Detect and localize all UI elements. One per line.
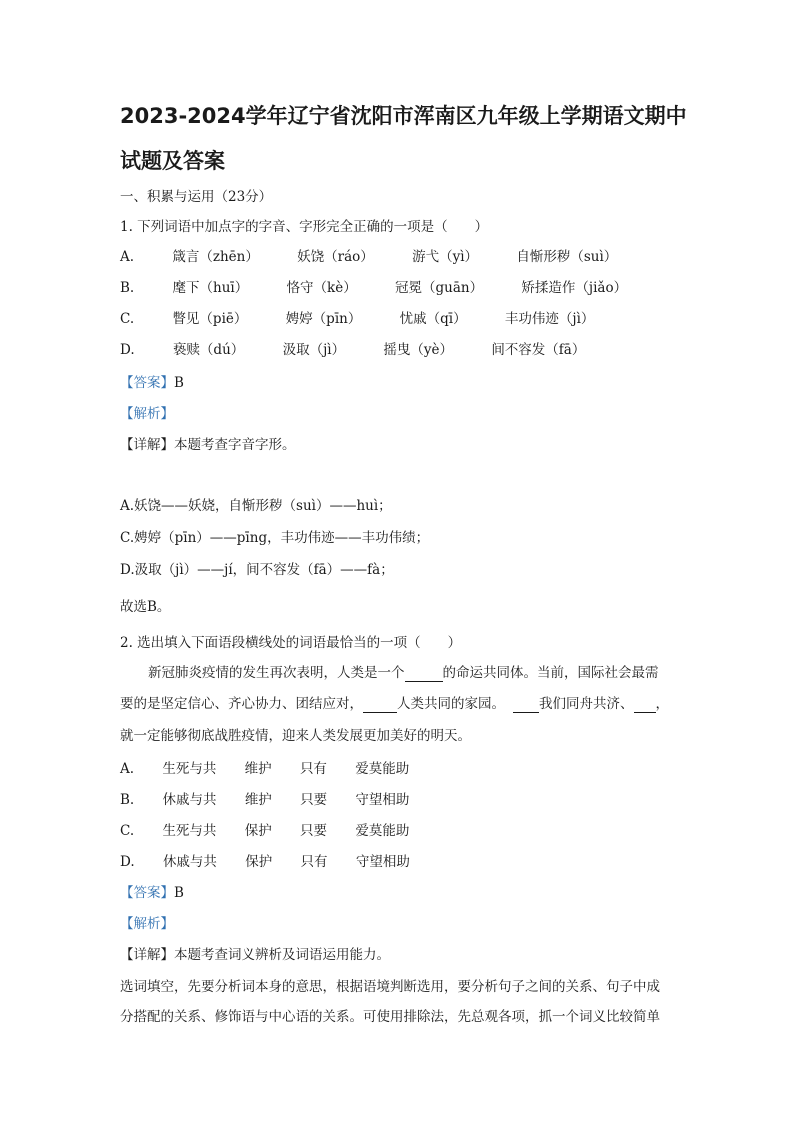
option-letter: B. <box>120 280 135 296</box>
q2-passage-line-1 <box>148 664 659 682</box>
answer-label: 【答案】 <box>120 885 174 901</box>
q2-option-d <box>120 853 434 871</box>
q1-analysis-label <box>120 405 174 423</box>
detail-label: 【详解】 <box>120 947 174 963</box>
q1-explanation-c: C.娉婷（pīn）——pīng，丰功伟迹——丰功伟绩； <box>120 530 430 546</box>
q2-detail <box>120 946 390 964</box>
fill-blank-3 <box>513 698 539 713</box>
q2-option-b <box>120 791 433 809</box>
q1-explanation-d: D.汲取（jì）——jí，间不容发（fā）——fà； <box>120 562 394 578</box>
answer-value: B <box>174 375 184 391</box>
option-item: 爱莫能助 <box>355 823 410 839</box>
answer-value: B <box>174 885 184 901</box>
q2-passage-line-2 <box>120 695 669 713</box>
option-letter: D. <box>120 854 135 870</box>
q1-option-c <box>120 310 594 328</box>
q2-option-c <box>120 822 433 840</box>
option-item: 麾下（huī） <box>172 280 249 296</box>
option-letter: C. <box>120 311 135 327</box>
option-item: 游弋（yì） <box>412 249 479 265</box>
q2-analysis-label <box>120 915 174 933</box>
option-item: 自惭形秽（suì） <box>516 249 618 265</box>
option-item: 冠冕（guān） <box>395 280 484 296</box>
q2-stem: 2. 选出填入下面语段横线处的词语最恰当的一项（ ） <box>120 635 462 651</box>
option-item: 休戚与共 <box>162 792 217 808</box>
fill-blank-1 <box>405 667 443 682</box>
q1-answer <box>120 374 184 392</box>
option-item: 间不容发（fā） <box>491 342 586 358</box>
option-item: 丰功伟迹（jì） <box>504 311 595 327</box>
option-item: 生死与共 <box>162 823 217 839</box>
option-item: 休戚与共 <box>162 854 217 870</box>
q2-paragraph-line-2: 分搭配的关系、修饰语与中心语的关系。可使用排除法，先总观各项，抓一个词义比较简单 <box>120 1009 660 1025</box>
option-letter: A. <box>120 761 135 777</box>
option-item: 保护 <box>245 854 273 870</box>
q1-detail <box>120 436 296 454</box>
option-item: 忧戚（qī） <box>399 311 467 327</box>
q1-option-a <box>120 248 617 266</box>
option-item: 守望相助 <box>355 792 410 808</box>
passage-text: ， <box>655 696 669 712</box>
fill-blank-4 <box>634 698 656 713</box>
option-item: 爱莫能助 <box>355 761 410 777</box>
answer-label: 【答案】 <box>120 375 174 391</box>
q2-passage-line-3: 就一定能够彻底战胜疫情，迎来人类发展更加美好的明天。 <box>120 728 471 744</box>
detail-text: 本题考查字音字形。 <box>174 437 296 453</box>
passage-text: 人类共同的家园。 <box>397 696 505 712</box>
q1-option-b <box>120 279 627 297</box>
fill-blank-2 <box>363 698 397 713</box>
option-letter: A. <box>120 249 135 265</box>
analysis-label: 【解析】 <box>120 916 174 932</box>
document-title-line-2: 试题及答案 <box>120 149 225 173</box>
option-item: 汲取（jì） <box>282 342 346 358</box>
option-item: 只有 <box>299 761 327 777</box>
detail-label: 【详解】 <box>120 437 174 453</box>
option-item: 维护 <box>244 792 272 808</box>
q1-option-d <box>120 341 585 359</box>
q1-explanation-a: A.妖饶——妖娆，自惭形秽（suì）——huì； <box>120 498 392 514</box>
option-item: 保护 <box>244 823 272 839</box>
q2-option-a <box>120 760 433 778</box>
option-item: 只有 <box>300 854 328 870</box>
option-item: 亵赎（dú） <box>172 342 245 358</box>
option-item: 矫揉造作（jiǎo） <box>521 280 628 296</box>
option-item: 只要 <box>300 792 328 808</box>
q1-stem: 1. 下列词语中加点字的字音、字形完全正确的一项是（ ） <box>120 219 489 235</box>
q2-paragraph-line-1: 选词填空，先要分析词本身的意思，根据语境判断选用，要分析句子之间的关系、句子中成 <box>120 979 660 995</box>
option-item: 守望相助 <box>355 854 410 870</box>
option-item: 娉婷（pīn） <box>285 311 362 327</box>
option-letter: D. <box>120 342 135 358</box>
passage-text: 的命运共同体。当前，国际社会最需 <box>442 665 659 681</box>
q2-answer <box>120 884 184 902</box>
section-heading: 一、积累与运用（23分） <box>120 189 273 205</box>
option-item: 只要 <box>300 823 328 839</box>
q1-conclusion: 故选B。 <box>120 599 171 615</box>
option-item: 生死与共 <box>162 761 217 777</box>
option-item: 箴言（zhēn） <box>172 249 259 265</box>
option-letter: C. <box>120 823 135 839</box>
option-item: 摇曳（yè） <box>383 342 454 358</box>
document-title-line-1: 2023-2024学年辽宁省沈阳市浑南区九年级上学期语文期中 <box>120 104 687 128</box>
analysis-label: 【解析】 <box>120 406 174 422</box>
option-item: 瞥见（piē） <box>172 311 248 327</box>
passage-text: 要的是坚定信心、齐心协力、团结应对， <box>120 696 363 712</box>
option-item: 恪守（kè） <box>286 280 357 296</box>
passage-text: 我们同舟共济、 <box>539 696 634 712</box>
option-letter: B. <box>120 792 135 808</box>
passage-text: 新冠肺炎疫情的发生再次表明，人类是一个 <box>148 665 405 681</box>
option-item: 妖饶（ráo） <box>297 249 374 265</box>
option-item: 维护 <box>244 761 272 777</box>
detail-text: 本题考查词义辨析及词语运用能力。 <box>174 947 390 963</box>
